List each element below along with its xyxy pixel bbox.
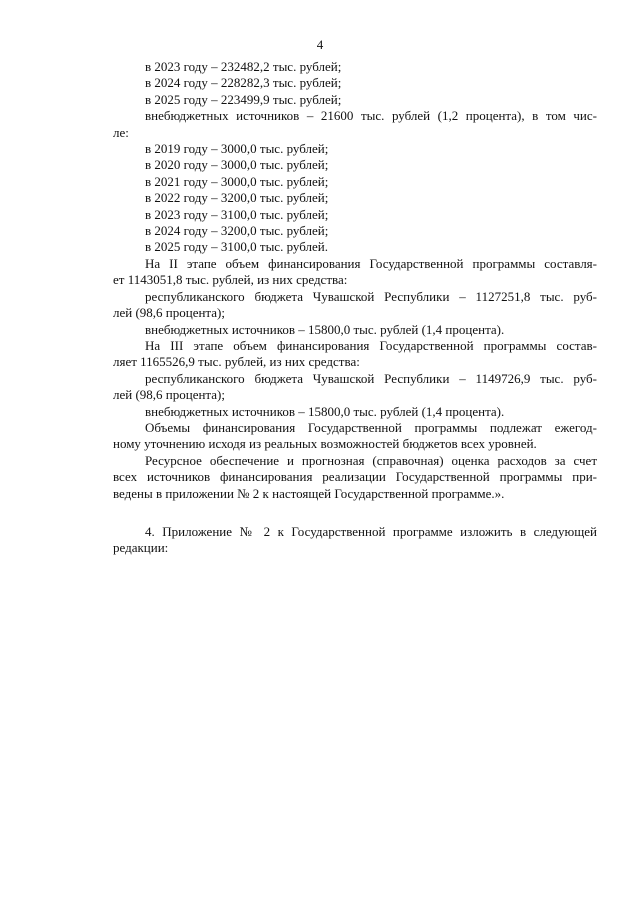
text-line: ляет 1165526,9 тыс. рублей, из них средства: [113,354,360,370]
closing-line: 4. Приложение № 2 к Государственной программе изложить в следующей [145,523,597,539]
text-line: На III этапе объем финансирования Государственной программы состав- [145,337,597,353]
text-line: в 2025 году – 223499,9 тыс. рублей; [145,91,342,107]
text-line: всех источников финансирования реализации Государственной программы при- [113,469,597,485]
text-line: Ресурсное обеспечение и прогнозная (справочная) оценка расходов за счет [145,452,597,468]
text-line: ет 1143051,8 тыс. рублей, из них средства: [113,272,348,288]
text-line: в 2020 году – 3000,0 тыс. рублей; [145,157,329,173]
text-line: внебюджетных источников – 21600 тыс. рублей (1,2 процента), в том чис- [145,108,597,124]
text-line: внебюджетных источников – 15800,0 тыс. рублей (1,4 процента). [145,403,505,419]
text-line: На II этапе объем финансирования Государственной программы составля- [145,255,597,271]
text-line: ному уточнению исходя из реальных возможностей бюджетов всех уровней. [113,436,537,452]
text-line: в 2022 году – 3200,0 тыс. рублей; [145,190,329,206]
text-line: лей (98,6 процента); [113,387,225,403]
text-line: Объемы финансирования Государственной программы подлежат ежегод- [145,419,597,435]
text-line: в 2021 году – 3000,0 тыс. рублей; [145,173,329,189]
text-line: в 2023 году – 3100,0 тыс. рублей; [145,206,329,222]
text-line: ле: [113,124,129,140]
document-body [113,59,597,557]
text-line: в 2024 году – 228282,3 тыс. рублей; [145,75,342,91]
text-line: в 2019 году – 3000,0 тыс. рублей; [145,141,329,157]
text-line: республиканского бюджета Чувашской Республики – 1149726,9 тыс. руб- [145,370,597,386]
text-line: ведены в приложении № 2 к настоящей Государственной программе.». [113,485,505,501]
text-line: в 2023 году – 232482,2 тыс. рублей; [145,59,342,74]
text-line: в 2024 году – 3200,0 тыс. рублей; [145,223,329,239]
text-line: внебюджетных источников – 15800,0 тыс. рублей (1,4 процента). [145,321,505,337]
page-number: 4 [316,37,324,52]
text-line: в 2025 году – 3100,0 тыс. рублей. [145,239,328,255]
text-line: республиканского бюджета Чувашской Республики – 1127251,8 тыс. руб- [145,288,597,304]
paragraph-gap [113,502,597,524]
text-line: лей (98,6 процента); [113,305,225,321]
closing-line: редакции: [113,540,169,556]
